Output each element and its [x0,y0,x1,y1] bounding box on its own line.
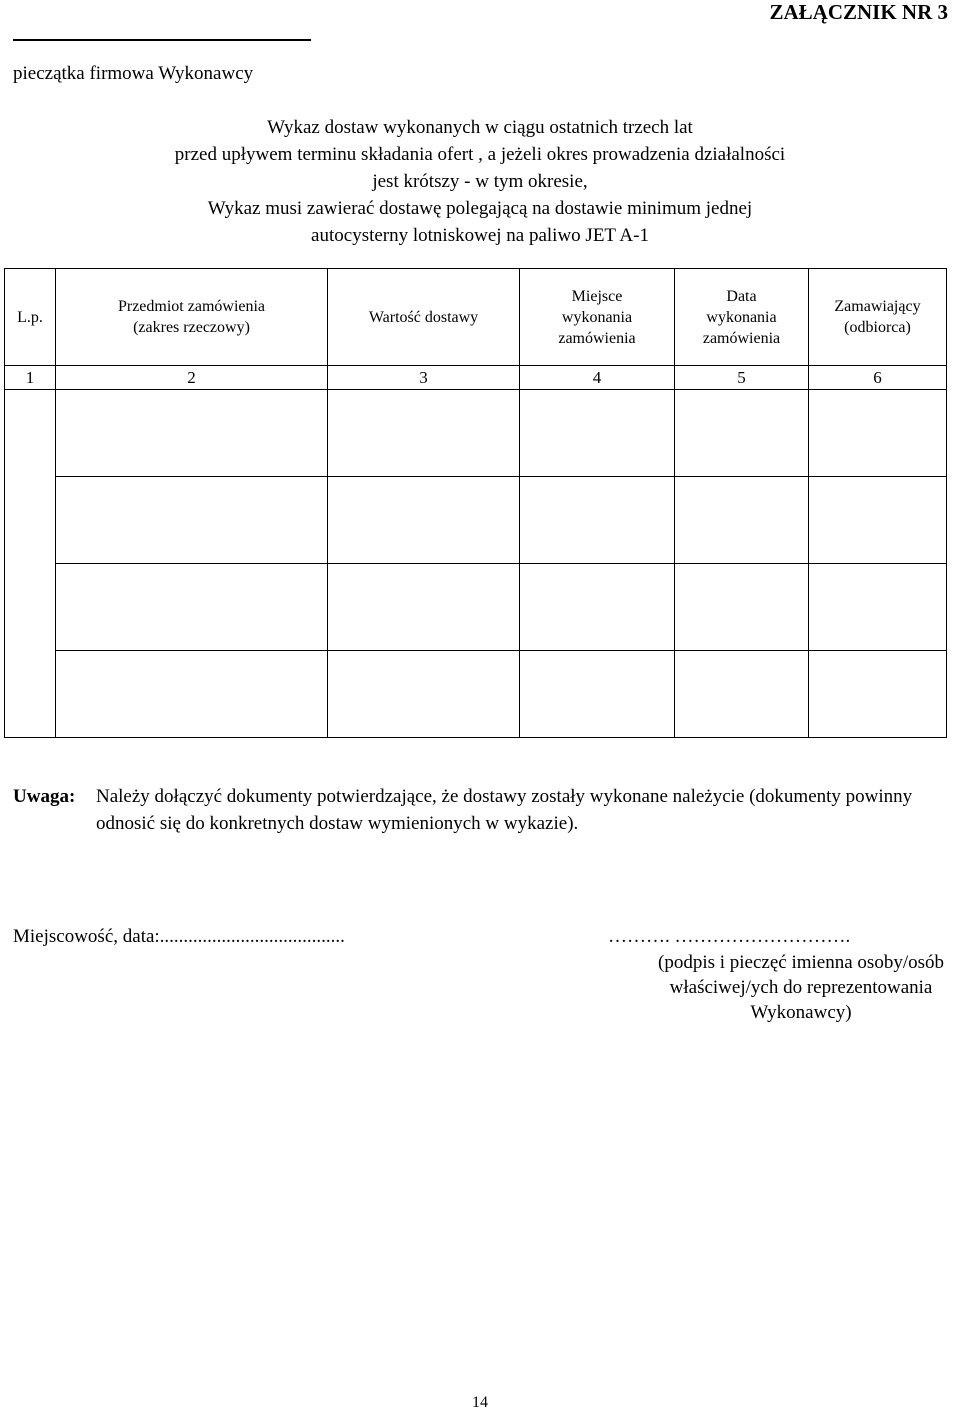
header-orderer: Zamawiający (odbiorca) [809,269,947,366]
table-cell[interactable] [809,651,947,738]
deliveries-table [4,268,947,738]
heading-line: jest krótszy - w tym okresie, [372,171,588,192]
stamp-line [13,39,311,41]
column-number: 5 [675,366,809,390]
signature-caption-line: Wykonawcy) [750,1002,852,1023]
table-cell[interactable] [328,477,520,564]
signature-caption-line: (podpis i pieczęć imienna osoby/osób [658,952,944,973]
table-row [5,390,947,477]
table-cell[interactable] [675,390,809,477]
header-value: Wartość dostawy [328,269,520,366]
table-cell[interactable] [56,651,328,738]
annex-title: ZAŁĄCZNIK NR 3 [769,0,948,24]
column-number: 1 [5,366,56,390]
column-number: 2 [56,366,328,390]
table-cell[interactable] [5,651,56,738]
table-cell[interactable] [5,564,56,651]
table-cell[interactable] [328,390,520,477]
heading-line: autocysterny lotniskowej na paliwo JET A-1 [311,225,649,246]
table-cell[interactable] [5,477,56,564]
table-body [5,390,947,738]
table-cell[interactable] [675,477,809,564]
table-cell[interactable] [809,477,947,564]
table-row [5,564,947,651]
signature-line: ………. ………………………. [608,926,851,947]
table-cell[interactable] [675,564,809,651]
column-number-row [5,366,947,390]
table-cell[interactable] [56,564,328,651]
table-cell[interactable] [5,390,56,477]
note-text: Należy dołączyć dokumenty potwierdzające, że dostawy zostały wykonane należycie (dokumenty powinny odnosić się do konkretnych dostaw wymienionych w wykazie). [96,786,913,834]
header-place: Miejsce wykonania zamówienia [520,269,675,366]
table-row [5,651,947,738]
note-label: Uwaga: [13,786,76,807]
place-date-field: Miejscowość, data:....................................... [13,926,345,947]
column-number: 4 [520,366,675,390]
table-row [5,477,947,564]
table-header-row [5,269,947,366]
table-cell[interactable] [520,390,675,477]
document-heading [0,114,960,249]
column-number: 3 [328,366,520,390]
heading-line: przed upływem terminu składania ofert , a jeżeli okres prowadzenia działalności [174,144,786,165]
note [13,783,953,837]
table-cell[interactable] [520,477,675,564]
heading-line: Wykaz dostaw wykonanych w ciągu ostatnich trzech lat [267,117,693,138]
table-cell[interactable] [520,564,675,651]
heading-line: Wykaz musi zawierać dostawę polegającą na dostawie minimum jednej [207,198,753,219]
signature-caption-line: właściwej/ych do reprezentowania [669,977,933,998]
stamp-label: pieczątka firmowa Wykonawcy [13,63,254,84]
table-cell[interactable] [809,390,947,477]
table-cell[interactable] [56,477,328,564]
column-number: 6 [809,366,947,390]
table-cell[interactable] [809,564,947,651]
page-number: 14 [472,1394,488,1411]
table-cell[interactable] [328,564,520,651]
header-date: Data wykonania zamówienia [675,269,809,366]
table-cell[interactable] [328,651,520,738]
header-subject: Przedmiot zamówienia (zakres rzeczowy) [56,269,328,366]
table-cell[interactable] [56,390,328,477]
header-lp: L.p. [5,269,56,366]
table-cell[interactable] [520,651,675,738]
table-cell[interactable] [675,651,809,738]
signature-caption [636,950,960,1025]
